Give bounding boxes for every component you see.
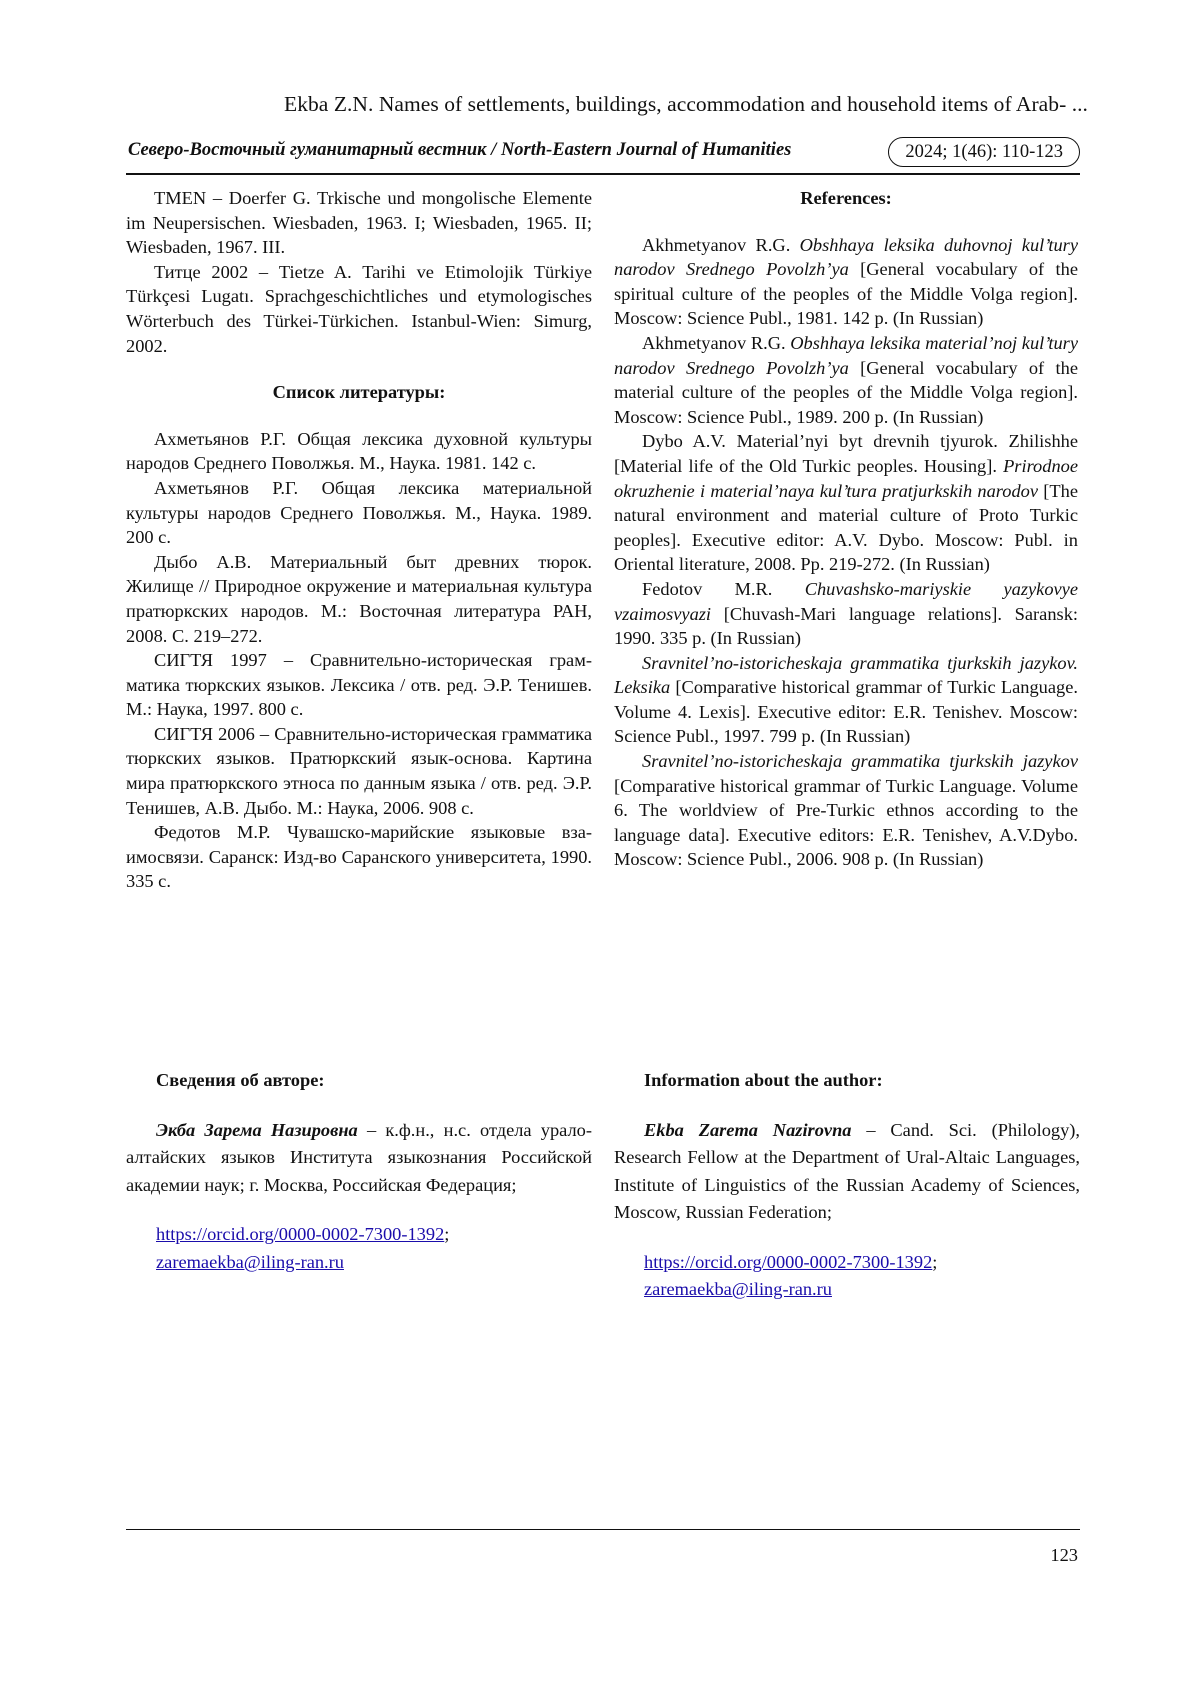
reference-entry: Дыбо А.В. Материальный быт древних тюрок. Жилище // Природное окружение и материальная культура пратюркских народов. М.: Восточная литература РАН, 2008. С. 219–272.	[126, 551, 592, 646]
email-line	[614, 1276, 1080, 1304]
reference-entry: СИГТЯ 1997 – Сравнительно-историческая грам-матика тюркских языков. Лексика / отв. ред. Э.Р. Тенишев. М.: Наука, 1997. 800 с.	[126, 650, 592, 720]
reference-title: Obshhaya leksika duhovnoj kul’tury narodov Srednego Povolzh’ya	[614, 234, 1078, 280]
author-description: Ekba Zarema Nazirovna – Cand. Sci. (Philology), Research Fellow at the Department of Ural-Altaic Languages, Institute of Linguistics of the Russian Academy of Sciences, Moscow, Russian Federation;	[614, 1119, 1081, 1222]
email-link[interactable]: zaremaekba@iling-ran.ru	[644, 1279, 832, 1299]
reference-title: Chuvashsko-mariyskie yazykovye vzaimosvyazi	[614, 578, 1079, 624]
email-line	[126, 1249, 592, 1277]
reference-entry: Akhmetyanov R.G. Obshhaya leksika material’noj kul’tury narodov Srednego Povolzh’ya [General vocabulary of the material culture of the peoples of the Middle Volga region]. Moscow: Science Publ., 1989. 200 p. (In Russian)	[614, 332, 1078, 427]
references-heading-ru: Список литературы:	[272, 382, 446, 403]
footer-divider	[126, 1529, 1080, 1530]
reference-entry: Sravnitel’no-istoricheskaja grammatika tjurkskih jazykov. Leksika [Comparative historical grammar of Turkic Language. Volume 4. Lexis]. Executive editor: E.R. Tenishev. Moscow: Science Publ., 1997. 799 p. (In Russian)	[614, 652, 1078, 747]
reference-entry: Ахметьянов Р.Г. Общая лексика духовной культуры народов Среднего Поволжья. М., Наука. 1981. 142 с.	[126, 428, 592, 474]
references-heading-en: References:	[800, 188, 892, 208]
orcid-link[interactable]: https://orcid.org/0000-0002-7300-1392	[156, 1224, 445, 1244]
reference-title: Prirodnoe okruzhenie i material’naya kul’tura pratjurkskih narodov	[614, 455, 1078, 501]
journal-name: Северо-Восточный гуманитарный вестник / North-Eastern Journal of Humanities	[128, 140, 792, 160]
author-info-en	[614, 1067, 1080, 1304]
issue-badge: 2024; 1(46): 110-123	[888, 137, 1080, 167]
author-heading-en: Information about the author:	[644, 1070, 883, 1090]
reference-entry: Sravnitel’no-istoricheskaja grammatika tjurkskih jazykov [Comparative historical grammar of Turkic Language. Volume 6. The worldview of Pre-Turkic ethnos according to the language data]. Executive editors: E.R. Tenishev, A.V.Dybo. Moscow: Science Publ., 2006. 908 p. (In Russian)	[614, 751, 1078, 870]
orcid-line: https://orcid.org/0000-0002-7300-1392;	[644, 1251, 938, 1272]
email-link[interactable]: zaremaekba@iling-ran.ru	[156, 1251, 344, 1272]
reference-entry: Fedotov M.R. Chuvashsko-mariyskie yazykovye vzaimosvyazi [Chuvash-Mari language relations]. Saransk: 1990. 335 p. (In Russian)	[614, 578, 1079, 649]
orcid-line: https://orcid.org/0000-0002-7300-1392;	[156, 1224, 450, 1244]
reference-entry: Федотов М.Р. Чувашско-марийские языковые вза-имосвязи. Саранск: Изд-во Саранского университета, 1990. 335 с.	[126, 822, 592, 892]
reference-entry: Титце 2002 – Tietze A. Tarihi ve Etimolojik Türkiye Türkçesi Lugatı. Sprachgeschichtliches und etymologisches Wörterbuch des Türkei-Türkichen. Istanbul-Wien: Simurg, 2002.	[126, 261, 592, 356]
reference-entry: TMEN – Doerfer G. Trkische und mongolische Elemente im Neupersischen. Wiesbaden, 1963. I; Wiesbaden, 1965. II; Wiesbaden, 1967. III.	[126, 188, 592, 258]
right-column	[614, 186, 1078, 872]
journal-header	[126, 137, 1080, 171]
reference-title: Obshhaya leksika material’noj kul’tury narodov Srednego Povolzh’ya	[614, 332, 1078, 378]
page-number: 123	[1050, 1545, 1078, 1565]
reference-entry: СИГТЯ 2006 – Сравнительно-историческая грамматика тюркских языков. Пратюркский язык-основа. Картина мира пратюркского этноса по данным языка / отв. ред. Э.Р. Тенишев, А.В. Дыбо. М.: Наука, 2006. 908 с.	[126, 723, 592, 818]
author-heading-ru: Сведения об авторе:	[156, 1070, 325, 1090]
running-title: Ekba Z.N. Names of settlements, buildings, accommodation and household items of Arab- ...	[284, 92, 1088, 116]
orcid-link[interactable]: https://orcid.org/0000-0002-7300-1392	[644, 1251, 933, 1272]
header-divider	[126, 173, 1080, 175]
reference-entry: Dybo A.V. Material’nyi byt drevnih tjyurok. Zhilishhe [Material life of the Old Turkic peoples. Housing]. Prirodnoe okruzhenie i material’naya kul’tura pratjurkskih narodov [The natural environment and material culture of Proto Turkic peoples]. Executive editor: A.V. Dybo. Moscow: Publ. in Oriental literature, 2008. Pp. 219-272. (In Russian)	[614, 431, 1078, 575]
author-name: Ekba Zarema Nazirovna	[644, 1119, 852, 1140]
reference-entry: Ахметьянов Р.Г. Общая лексика материальной культуры народов Среднего Поволжья. М., Наука. 1989. 200 с.	[126, 477, 592, 548]
reference-title: Sravnitel’no-istoricheskaja grammatika tjurkskih jazykov. Leksika	[614, 652, 1078, 698]
author-name: Экба Зарема Назировна	[156, 1119, 358, 1140]
reference-entry: Akhmetyanov R.G. Obshhaya leksika duhovnoj kul’tury narodov Srednego Povolzh’ya [General vocabulary of the spiritual culture of the peoples of the Middle Volga region]. Moscow: Science Publ., 1981. 142 p. (In Russian)	[614, 234, 1078, 329]
reference-title: Sravnitel’no-istoricheskaja grammatika tjurkskih jazykov	[642, 751, 1078, 772]
author-description: Экба Зарема Назировна – к.ф.н., н.с. отдела урало-алтайских языков Института языкознания Российской академии наук; г. Москва, Российская Федерация;	[126, 1119, 592, 1195]
author-info-ru	[126, 1067, 592, 1276]
left-column	[126, 186, 592, 894]
